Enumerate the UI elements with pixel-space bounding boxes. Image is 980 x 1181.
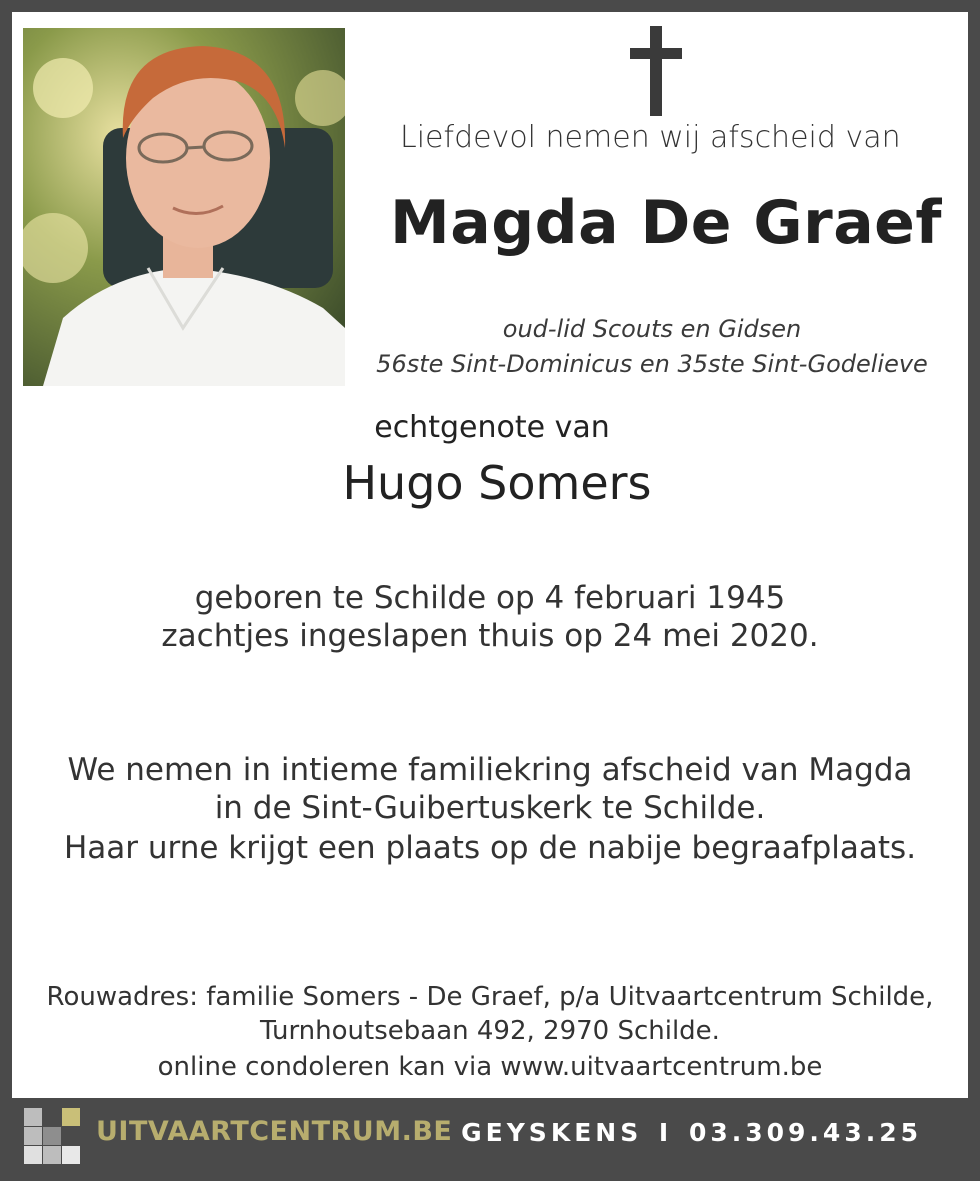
intro-text: Liefdevol nemen wij afscheid van bbox=[400, 120, 901, 155]
contact-info bbox=[461, 1118, 922, 1147]
announcement-line-2: in de Sint-Guibertuskerk te Schilde. bbox=[214, 790, 766, 826]
affiliation-line-2: 56ste Sint-Dominicus en 35ste Sint-Godelieve bbox=[376, 350, 928, 378]
announcement-line-3: Haar urne krijgt een plaats op de nabije begraafplaats. bbox=[63, 830, 917, 866]
company-name: GEYSKENS bbox=[461, 1118, 643, 1147]
footer-bar bbox=[12, 1102, 968, 1169]
death-line: zachtjes ingeslapen thuis op 24 mei 2020. bbox=[161, 618, 819, 654]
brand-name[interactable]: UITVAARTCENTRUM.BE bbox=[96, 1116, 453, 1147]
obituary-card bbox=[12, 12, 968, 1098]
announcement-line-1: We nemen in intieme familiekring afscheid van Magda bbox=[67, 752, 913, 788]
condolence-link-line[interactable]: online condoleren kan via www.uitvaartcentrum.be bbox=[157, 1052, 823, 1082]
uitvaartcentrum-logo-icon bbox=[24, 1108, 80, 1164]
address-line-1: Rouwadres: familie Somers - De Graef, p/a Uitvaartcentrum Schilde, bbox=[46, 982, 934, 1012]
portrait-photo bbox=[23, 28, 345, 386]
spouse-label: echtgenote van bbox=[374, 410, 610, 445]
separator: I bbox=[658, 1118, 673, 1147]
deceased-name: Magda De Graef bbox=[390, 188, 942, 258]
birth-line: geboren te Schilde op 4 februari 1945 bbox=[194, 580, 786, 616]
address-line-2: Turnhoutsebaan 492, 2970 Schilde. bbox=[260, 1016, 720, 1046]
spouse-name: Hugo Somers bbox=[342, 456, 652, 510]
cross-icon bbox=[630, 26, 682, 116]
phone-number[interactable]: 03.309.43.25 bbox=[688, 1118, 922, 1147]
affiliation-line-1: oud-lid Scouts en Gidsen bbox=[502, 315, 802, 343]
